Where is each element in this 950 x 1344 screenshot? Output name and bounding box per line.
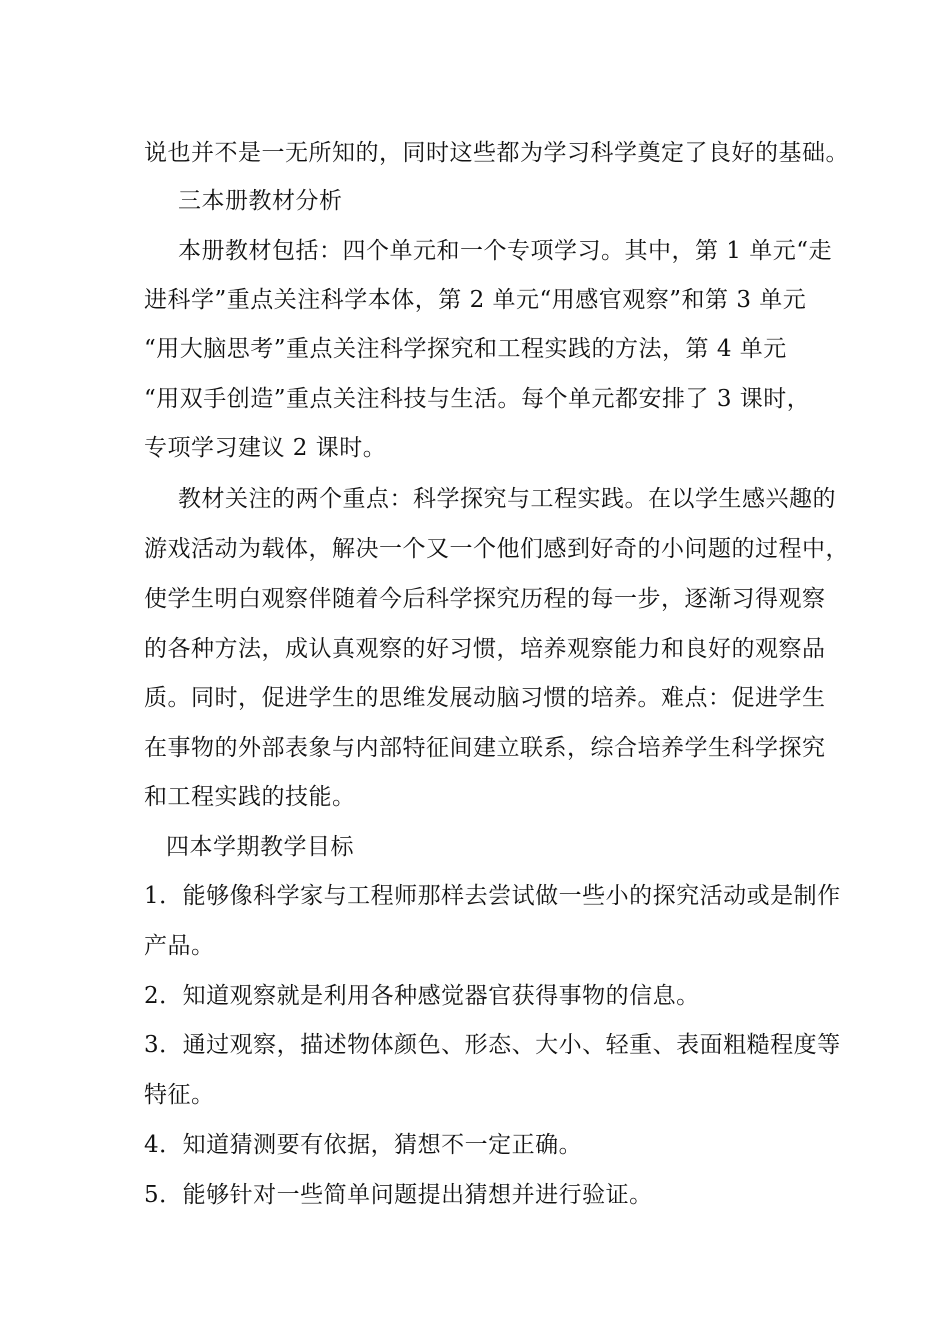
text-line: 专项学习建议 2 课时。 [144, 435, 387, 461]
text-line: 质。同时，促进学生的思维发展动脑习惯的培养。难点：促进学生 [144, 685, 826, 711]
list-item: 4．知道猜测要有依据，猜想不一定正确。 [144, 1132, 583, 1158]
list-item: 1．能够像科学家与工程师那样去尝试做一些小的探究活动或是制作 [144, 883, 841, 909]
text-line: 教材关注的两个重点：科学探究与工程实践。在以学生感兴趣的 [178, 486, 836, 512]
text-line: 的各种方法，成认真观察的好习惯，培养观察能力和良好的观察品 [144, 636, 826, 662]
text-line: “用大脑思考”重点关注科学探究和工程实践的方法，第 4 单元 [144, 336, 787, 362]
text-line: 进科学”重点关注科学本体，第 2 单元“用感官观察”和第 3 单元 [144, 287, 807, 313]
text-line: 游戏活动为载体，解决一个又一个他们感到好奇的小问题的过程中， [144, 536, 849, 562]
section-heading: 三本册教材分析 [178, 188, 343, 214]
list-item: 2．知道观察就是利用各种感觉器官获得事物的信息。 [144, 983, 700, 1009]
section-heading: 四本学期教学目标 [166, 834, 354, 860]
text-line: 本册教材包括：四个单元和一个专项学习。其中，第 1 单元“走 [178, 238, 833, 264]
text-line: 和工程实践的技能。 [144, 784, 356, 810]
list-item: 5．能够针对一些简单问题提出猜想并进行验证。 [144, 1182, 653, 1208]
text-line: “用双手创造”重点关注科技与生活。每个单元都安排了 3 课时， [144, 386, 811, 412]
text-line: 说也并不是一无所知的，同时这些都为学习科学奠定了良好的基础。 [144, 140, 849, 166]
text-line: 产品。 [144, 933, 215, 959]
text-line: 使学生明白观察伴随着今后科学探究历程的每一步，逐渐习得观察 [144, 586, 826, 612]
text-line: 特征。 [144, 1082, 215, 1108]
list-item: 3．通过观察，描述物体颜色、形态、大小、轻重、表面粗糙程度等 [144, 1032, 841, 1058]
text-line: 在事物的外部表象与内部特征间建立联系，综合培养学生科学探究 [144, 735, 826, 761]
